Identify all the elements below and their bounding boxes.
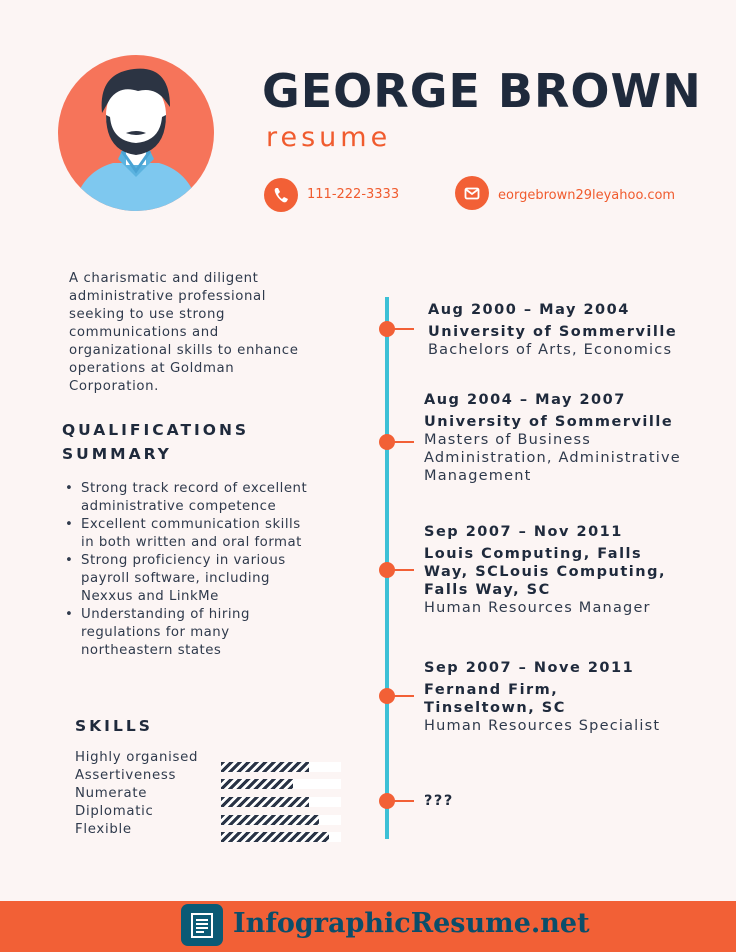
bullet-icon: • — [65, 553, 74, 568]
qualification-item — [64, 552, 314, 606]
skill-bar — [221, 779, 293, 789]
entry-date: ??? — [424, 793, 454, 809]
mail-icon — [455, 176, 489, 210]
timeline-tick — [390, 800, 414, 802]
qualifications-list — [64, 480, 314, 660]
entry-date: Sep 2007 – Nov 2011 — [424, 524, 623, 540]
entry-role: Human Resources Specialist — [424, 718, 661, 734]
timeline-tick — [390, 695, 414, 697]
bullet-icon: • — [65, 481, 74, 496]
qualifications-title-line1: QUALIFICATIONS — [62, 421, 250, 439]
skill-name: Numerate — [75, 786, 148, 801]
skill-name: Highly organised — [75, 750, 199, 765]
qualification-text: Excellent communication skills in both written and oral format — [81, 517, 302, 550]
qualification-text: Strong track record of excellent administrative competence — [81, 481, 308, 514]
timeline-entry — [424, 522, 684, 617]
entry-role: Bachelors of Arts, Economics — [428, 342, 673, 358]
entry-date: Aug 2004 – May 2007 — [424, 392, 626, 408]
entry-organization: University of Sommerville — [424, 414, 674, 430]
resume-subtitle: resume — [266, 122, 392, 153]
qualification-text: Understanding of hiring regulations for many northeastern states — [81, 607, 250, 658]
skills-heading: SKILLS — [75, 717, 153, 735]
entry-date: Sep 2007 – Nove 2011 — [424, 660, 635, 676]
entry-organization: Louis Computing, Falls Way, SCLouis Computing, Falls Way, SC — [424, 546, 666, 598]
skill-name: Assertiveness — [75, 768, 177, 783]
timeline-entry — [428, 300, 718, 359]
qualification-item — [64, 516, 314, 552]
qualification-item — [64, 606, 314, 660]
skill-name: Flexible — [75, 822, 132, 837]
skill-name: Diplomatic — [75, 804, 154, 819]
skill-bar — [221, 762, 309, 772]
entry-date: Aug 2000 – May 2004 — [428, 302, 630, 318]
skill-bar — [221, 832, 329, 842]
entry-organization: Fernand Firm, Tinseltown, SC — [424, 682, 566, 716]
skill-bar — [221, 797, 309, 807]
qualifications-heading — [62, 418, 249, 466]
bullet-icon: • — [65, 517, 74, 532]
timeline-entry — [424, 791, 624, 811]
footer-brand[interactable]: InfographicResume.net — [233, 908, 590, 939]
timeline-tick — [390, 328, 414, 330]
qualifications-title-line2: SUMMARY — [62, 445, 172, 463]
timeline-tick — [390, 441, 414, 443]
avatar — [58, 55, 214, 211]
phone-number[interactable]: 111-222-3333 — [307, 187, 400, 202]
profile-summary: A charismatic and diligent administrative professional seeking to use strong communications and organizational skills to enhance operations at Goldman Corporation. — [69, 271, 299, 394]
email-address[interactable]: eorgebrown29leyahoo.com — [498, 188, 676, 203]
skill-bar — [221, 815, 319, 825]
qualification-item — [64, 480, 314, 516]
qualification-text: Strong proficiency in various payroll software, including Nexxus and LinkMe — [81, 553, 286, 604]
entry-organization: University of Sommerville — [428, 324, 678, 340]
timeline-entry — [424, 658, 684, 735]
timeline-tick — [390, 569, 414, 571]
entry-role: Masters of Business Administration, Administrative Management — [424, 432, 681, 484]
skills-names — [75, 749, 225, 839]
entry-role: Human Resources Manager — [424, 600, 651, 616]
avatar-icon — [58, 55, 214, 211]
bullet-icon: • — [65, 607, 74, 622]
phone-icon — [264, 178, 298, 212]
document-icon — [181, 904, 223, 946]
timeline-entry — [424, 390, 694, 485]
resume-name: GEORGE BROWN — [262, 64, 702, 118]
